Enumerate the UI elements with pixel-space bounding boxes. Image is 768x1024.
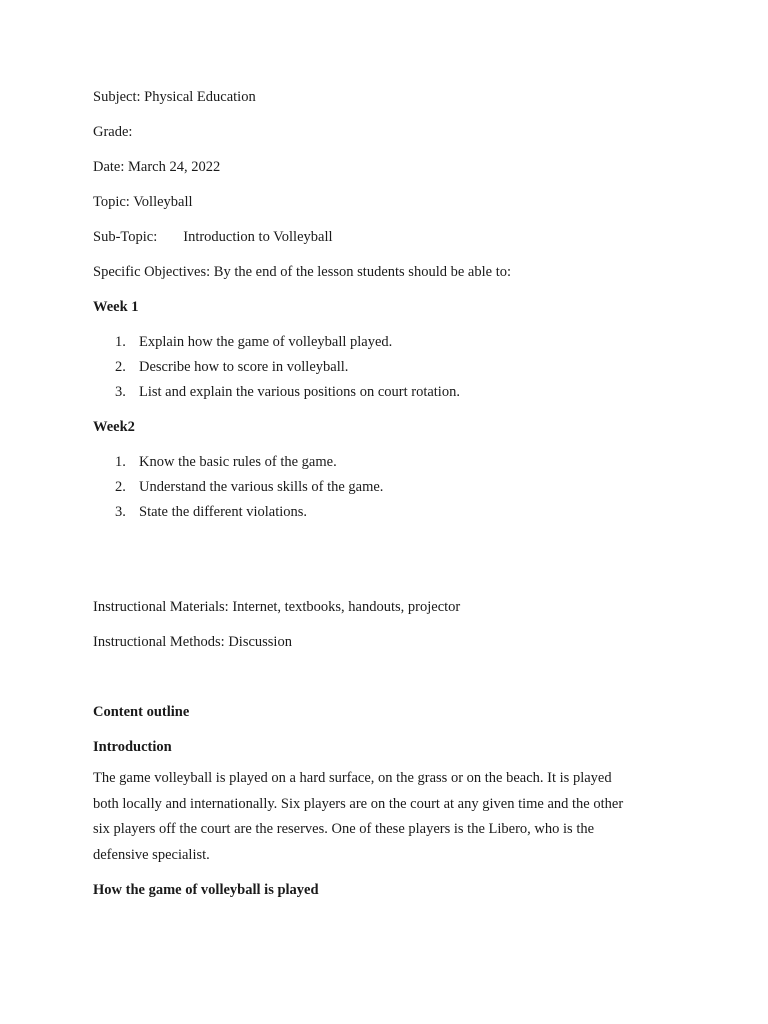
introduction-heading: Introduction xyxy=(93,739,172,755)
week2-heading: Week2 xyxy=(93,419,135,435)
list-item-text: Know the basic rules of the game. xyxy=(139,454,337,470)
list-item-number: 3. xyxy=(115,384,126,400)
paragraph-line: The game volleyball is played on a hard surface, on the grass or on the beach. It is played xyxy=(93,770,612,786)
objectives-intro: Specific Objectives: By the end of the lesson students should be able to: xyxy=(93,264,512,280)
instructional-methods: Instructional Methods: Discussion xyxy=(93,634,292,650)
paragraph-line: defensive specialist. xyxy=(93,846,210,863)
subject-line: Subject: Physical Education xyxy=(93,89,256,105)
subtopic-value: Introduction to Volleyball xyxy=(183,229,333,245)
week1-heading: Week 1 xyxy=(93,299,139,315)
topic-line: Topic: Volleyball xyxy=(93,194,193,210)
how-played-heading: How the game of volleyball is played xyxy=(93,882,319,898)
paragraph-line: both locally and internationally. Six players are on the court at any given time and the other xyxy=(93,795,624,812)
list-item-number: 2. xyxy=(115,479,126,495)
list-item-number: 1. xyxy=(115,454,126,470)
list-item-text: State the different violations. xyxy=(139,504,308,520)
list-item-text: List and explain the various positions on court rotation. xyxy=(139,384,460,400)
list-item-text: Describe how to score in volleyball. xyxy=(139,359,349,375)
content-outline-heading: Content outline xyxy=(93,704,190,720)
list-item-number: 2. xyxy=(115,359,126,375)
list-item-text: Understand the various skills of the game. xyxy=(139,479,384,495)
subtopic-line xyxy=(93,228,333,246)
instructional-materials: Instructional Materials: Internet, textbooks, handouts, projector xyxy=(93,599,461,615)
subtopic-label: Sub-Topic: xyxy=(93,229,158,245)
list-item-number: 3. xyxy=(115,504,126,520)
list-item-text: Explain how the game of volleyball played. xyxy=(139,334,393,350)
introduction-paragraph xyxy=(93,766,673,868)
grade-line: Grade: xyxy=(93,124,133,140)
list-item-number: 1. xyxy=(115,334,126,350)
paragraph-line: six players off the court are the reserves. One of these players is the Libero, who is the xyxy=(93,821,595,837)
date-line: Date: March 24, 2022 xyxy=(93,159,221,175)
